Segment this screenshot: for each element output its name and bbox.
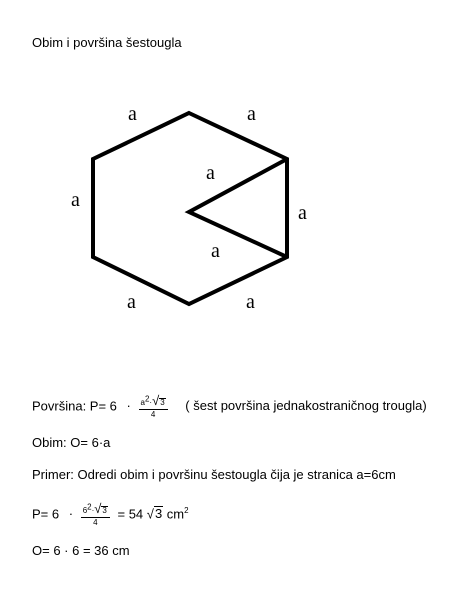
fraction-numerator-base: a	[140, 398, 145, 407]
triangle-cut-lines	[189, 159, 287, 257]
side-label-right: a	[298, 202, 307, 224]
fraction-numerator-exponent: 2	[144, 394, 150, 404]
example-area-prefix: P= 6	[32, 506, 60, 522]
fraction-denominator: 4	[150, 410, 156, 420]
example-text: Primer: Odredi obim i površinu šestougla čija je stranica a=6cm	[32, 467, 396, 482]
example-numerator-exponent: 2	[87, 502, 92, 512]
fraction-numerator-dot: ·	[149, 398, 153, 407]
area-formula-note: ( šest površina jednakostraničnog trougla)	[185, 398, 427, 414]
side-label-inner-top: a	[206, 162, 215, 184]
example-numerator-dot: ·	[91, 506, 95, 515]
side-label-top-right: a	[247, 103, 256, 125]
side-label-inner-bottom: a	[211, 240, 220, 262]
page-title: Obim i površina šestougla	[32, 35, 182, 50]
example-numerator-base: 6	[82, 506, 88, 515]
multiply-dot: ·	[126, 398, 131, 414]
example-result-prefix: = 54	[117, 506, 144, 522]
example-result-radicand: 3	[154, 506, 163, 522]
example-area-formula	[32, 502, 189, 528]
example-fraction: $\frac{6^2\cdot√3}{4}$	[81, 502, 110, 528]
side-label-bottom-left: a	[127, 291, 136, 313]
example-denominator: 4	[93, 518, 98, 528]
side-label-top-left: a	[128, 103, 137, 125]
fraction-numerator-radicand: 3	[160, 398, 165, 407]
side-label-bottom-right: a	[246, 291, 255, 313]
example-multiply-dot: ·	[68, 506, 74, 522]
area-fraction: $\frac{a^2\cdot√3}{4}$	[139, 394, 168, 420]
area-formula-prefix: Površina: P= 6	[32, 398, 117, 414]
perimeter-formula: Obim: O= 6·a	[32, 435, 111, 450]
example-result-unit: cm	[166, 506, 185, 522]
hexagon-outline	[93, 113, 287, 304]
sqrt-icon: √	[146, 506, 154, 522]
area-formula	[32, 394, 427, 420]
example-perimeter-formula: O= 6 · 6 = 36 cm	[32, 543, 130, 558]
example-result-exponent: 2	[184, 506, 189, 516]
side-label-left: a	[71, 189, 80, 211]
example-numerator-radicand: 3	[102, 506, 107, 515]
